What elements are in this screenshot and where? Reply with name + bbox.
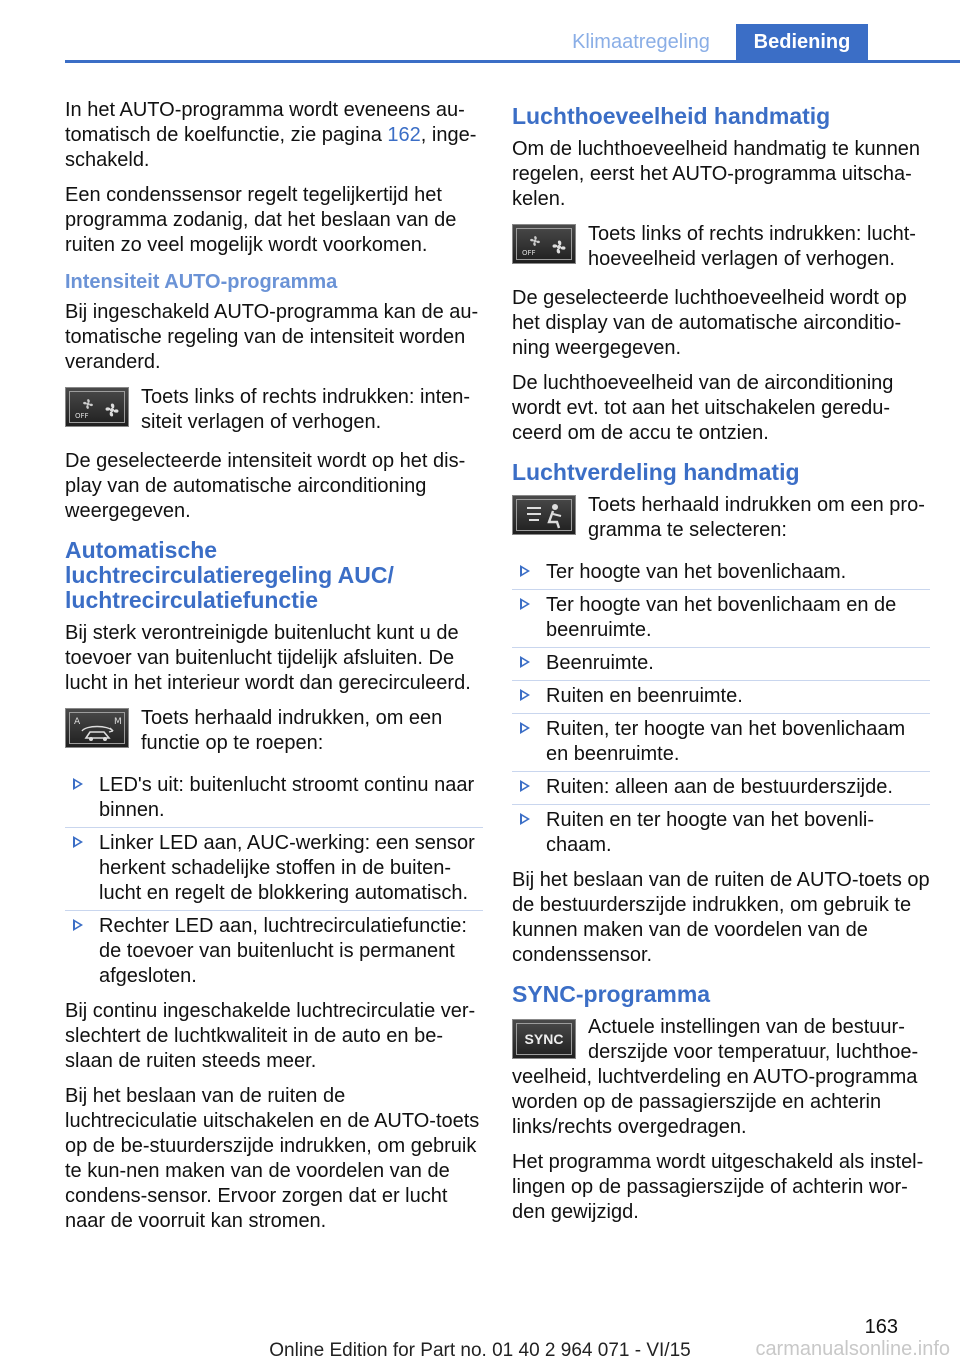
- paragraph-airflow: Om de luchthoeveelheid handmatig te kunnen regelen, eerst het AUTO-programma uitscha-kelen.: [512, 138, 921, 210]
- triangle-bullet-icon: [520, 565, 530, 577]
- paragraph-intensity: Bij ingeschakeld AUTO-programma kan de au-tomatische regeling van de intensiteit worden veranderd.: [65, 301, 479, 373]
- page-number: 163: [864, 1316, 898, 1338]
- sync-button-label: SYNC: [524, 1031, 564, 1047]
- watermark: carmanualsonline.info: [755, 1338, 950, 1360]
- list-item: [65, 910, 483, 993]
- off-fan-button-icon: [512, 224, 576, 264]
- list-item: [512, 557, 930, 589]
- list-item-text: Rechter LED aan, luchtrecirculatiefunctie: de toevoer van buitenlucht is permanent afgesloten.: [99, 915, 467, 987]
- list-item-text: Linker LED aan, AUC-werking: een sensor herkent schadelijke stoffen in de buiten-lucht en regelt de blokkering automatisch.: [99, 832, 475, 904]
- triangle-bullet-icon: [73, 778, 83, 790]
- heading-auc: Automatische luchtrecirculatieregeling AUC/ luchtrecirculatiefunctie: [65, 537, 394, 613]
- paragraph-sync-off: Het programma wordt uitgeschakeld als instel-lingen op de passagierszijde of achterin wor-den gewijzigd.: [512, 1151, 924, 1223]
- off-fan-button-icon: [65, 387, 129, 427]
- heading-sync: SYNC-programma: [512, 981, 711, 1007]
- list-item-text: LED's uit: buitenlucht stroomt continu naar binnen.: [99, 774, 475, 821]
- list-item-text: Ruiten, ter hoogte van het bovenlichaam en beenruimte.: [546, 718, 906, 765]
- recirculation-button-icon: [65, 708, 129, 748]
- triangle-bullet-icon: [520, 598, 530, 610]
- triangle-bullet-icon: [520, 656, 530, 668]
- intensity-button-row: [65, 385, 483, 435]
- list-item-text: Beenruimte.: [546, 652, 654, 674]
- airflow-button-row: [512, 222, 930, 272]
- svg-text:OFF: OFF: [75, 412, 89, 420]
- list-item-text: Ruiten en beenruimte.: [546, 685, 743, 707]
- list-item: [65, 770, 483, 827]
- distribution-button-row: [512, 493, 930, 543]
- recirculation-button-row: [65, 706, 483, 756]
- recirculation-button-description: Toets herhaald indrukken, om een functie op te roepen:: [141, 707, 443, 754]
- text: , inge-schakeld.: [65, 124, 477, 171]
- recirculation-options-list: [65, 770, 483, 993]
- airflow-button-description: Toets links of rechts indrukken: lucht-hoeveelheid verlagen of verhogen.: [588, 223, 916, 270]
- heading-distribution: Luchtverdeling handmatig: [512, 459, 800, 485]
- paragraph-recirculation-fogging: Bij het beslaan van de ruiten de luchtreciculatie uitschakelen en de AUTO-toets op de be-stuurderszijde indrukken, om gebruik te kun-nen maken van de voordelen van de condens-sensor. Ervoor zorgen dat er lucht naar de voorruit kan stromen.: [65, 1085, 480, 1232]
- svg-text:OFF: OFF: [522, 249, 536, 257]
- list-item-text: Ruiten: alleen aan de bestuurderszijde.: [546, 776, 893, 798]
- triangle-bullet-icon: [520, 780, 530, 792]
- header-rule: [65, 60, 960, 63]
- paragraph-airflow-battery: De luchthoeveelheid van de airconditioning wordt evt. tot aan het uitschakelen geredu-ceerd om de accu te ontzien.: [512, 372, 894, 444]
- triangle-bullet-icon: [520, 813, 530, 825]
- svg-text:A: A: [74, 717, 81, 727]
- paragraph-airflow-display: De geselecteerde luchthoeveelheid wordt op het display van de automatische airconditio-ning weergegeven.: [512, 287, 907, 359]
- list-item: [65, 827, 483, 910]
- sync-button-icon: [512, 1019, 576, 1059]
- right-column: [512, 98, 930, 1235]
- svg-text:M: M: [114, 717, 122, 727]
- triangle-bullet-icon: [73, 836, 83, 848]
- air-distribution-button-icon: [512, 495, 576, 535]
- list-item: [512, 680, 930, 713]
- list-item: [512, 713, 930, 771]
- triangle-bullet-icon: [520, 689, 530, 701]
- paragraph-auto-cooling: [65, 98, 483, 173]
- paragraph-condens-sensor: Een condenssensor regelt tegelijkertijd het programma zodanig, dat het beslaan van de ruiten zo veel mogelijk wordt voorkomen.: [65, 184, 457, 256]
- distribution-button-description: Toets herhaald indrukken om een pro-gramma te selecteren:: [588, 494, 925, 541]
- list-item: [512, 589, 930, 647]
- triangle-bullet-icon: [73, 919, 83, 931]
- list-item: [512, 804, 930, 862]
- list-item-text: Ter hoogte van het bovenlichaam.: [546, 561, 847, 583]
- distribution-options-list: [512, 557, 930, 862]
- list-item-text: Ruiten en ter hoogte van het bovenli-chaam.: [546, 809, 874, 856]
- section-tab-bediening[interactable]: Bediening: [736, 24, 868, 61]
- list-item-text: Ter hoogte van het bovenlichaam en de beenruimte.: [546, 594, 897, 641]
- sync-description: Actuele instellingen van de bestuur-derszijde voor temperatuur, luchthoe-veelheid, luchtverdeling en AUTO-programma worden op de passagierszijde en achterin links/rechts overgedragen.: [512, 1016, 919, 1138]
- page-link-162[interactable]: 162: [387, 124, 421, 146]
- text: In het AUTO-programma wordt eveneens au-tomatisch de koelfunctie, zie pagina: [65, 99, 465, 146]
- left-column: [65, 98, 483, 1244]
- sync-block: [512, 1015, 930, 1140]
- triangle-bullet-icon: [520, 722, 530, 734]
- paragraph-auc: Bij sterk verontreinigde buitenlucht kunt u de toevoer van buitenlucht tijdelijk afsluiten. De lucht in het interieur wordt dan gerecirculeerd.: [65, 622, 471, 694]
- online-edition-footer: Online Edition for Part no. 01 40 2 964 071 - VI/15: [269, 1340, 691, 1361]
- heading-intensity: Intensiteit AUTO-programma: [65, 271, 338, 293]
- page-header: [0, 0, 960, 64]
- section-tab-klimaatregeling[interactable]: Klimaatregeling: [572, 31, 710, 53]
- paragraph-recirculation-warning: Bij continu ingeschakelde luchtrecirculatie ver-slechtert de luchtkwaliteit in de auto en be-slaan de ruiten steeds meer.: [65, 1000, 476, 1072]
- heading-airflow: Luchthoeveelheid handmatig: [512, 103, 831, 129]
- list-item: [512, 647, 930, 680]
- paragraph-intensity-display: De geselecteerde intensiteit wordt op het dis-play van de automatische airconditioning weergegeven.: [65, 450, 466, 522]
- list-item: [512, 771, 930, 804]
- paragraph-distribution-fogging: Bij het beslaan van de ruiten de AUTO-toets op de bestuurderszijde indrukken, om gebruik te kunnen maken van de voordelen van de condenssensor.: [512, 869, 930, 966]
- intensity-button-description: Toets links of rechts indrukken: inten-siteit verlagen of verhogen.: [141, 386, 471, 433]
